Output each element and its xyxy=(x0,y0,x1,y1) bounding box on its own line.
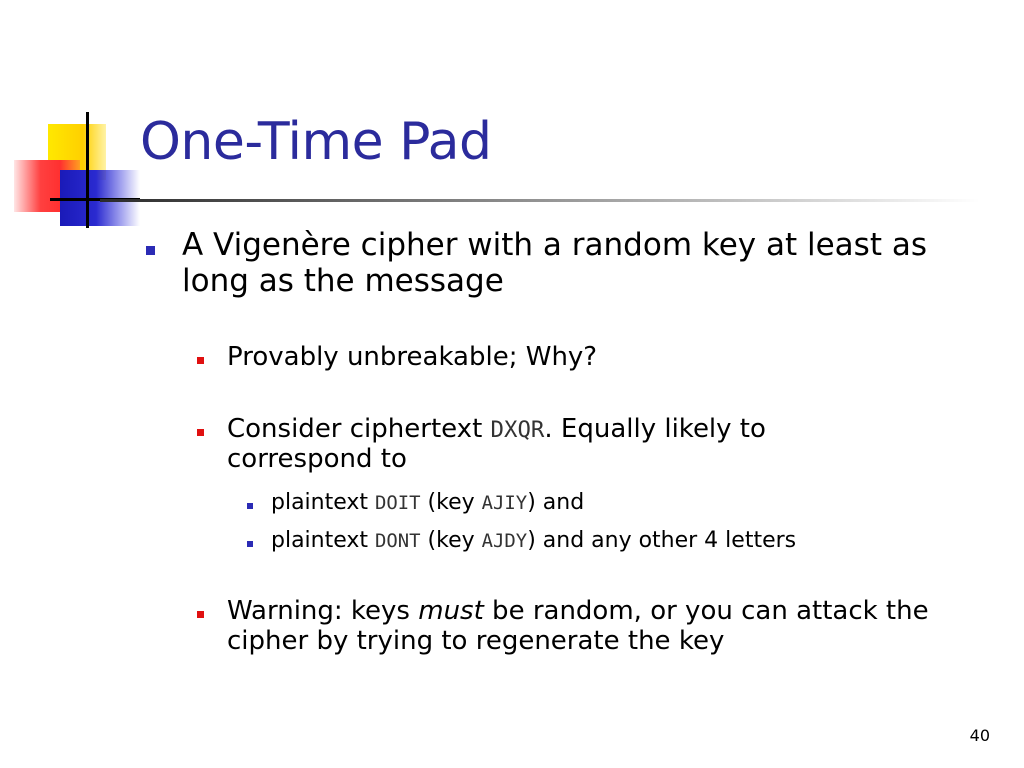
title-underline-rule xyxy=(100,199,980,202)
bullet-level3-dont xyxy=(271,528,991,554)
square-bullet-icon xyxy=(197,429,204,436)
vertical-line-decoration xyxy=(86,112,89,228)
bullet-text: (key xyxy=(420,528,482,553)
square-bullet-icon xyxy=(197,611,204,618)
square-bullet-icon xyxy=(197,357,204,364)
bullet-level1-vigenere xyxy=(182,228,992,300)
slide-title: One-Time Pad xyxy=(140,112,492,172)
page-number: 40 xyxy=(969,726,990,745)
bullet-text: A Vigenère cipher with a random key at least as long as the message xyxy=(182,227,927,299)
bullet-text: ) and any other 4 letters xyxy=(527,528,797,553)
bullet-text: plaintext xyxy=(271,528,376,553)
bullet-text-after: be random, or you can attack the cipher by trying to regenerate the key xyxy=(227,596,929,657)
bullet-text: ) and xyxy=(527,490,585,515)
bullet-text: (key xyxy=(420,490,482,515)
bullet-text-before: Consider ciphertext xyxy=(227,414,491,444)
emphasis-text: must xyxy=(418,596,484,626)
bullet-level2-warning xyxy=(227,596,1002,656)
bullet-text-after: . Equally likely to correspond to xyxy=(227,414,766,475)
bullet-text-before: Warning: keys xyxy=(227,596,419,626)
plaintext-code: DOIT xyxy=(375,492,421,514)
bullet-level2-consider-ciphertext xyxy=(227,414,917,474)
key-code: AJIY xyxy=(481,492,528,514)
ciphertext-code: DXQR xyxy=(490,417,545,443)
bullet-level2-unbreakable xyxy=(227,342,997,372)
plaintext-code: DONT xyxy=(375,530,421,552)
square-bullet-icon xyxy=(247,503,253,509)
square-bullet-icon xyxy=(247,541,253,547)
bullet-text: Provably unbreakable; Why? xyxy=(227,342,598,372)
square-bullet-icon xyxy=(146,246,155,255)
bullet-text: plaintext xyxy=(271,490,376,515)
key-code: AJDY xyxy=(481,530,528,552)
bullet-level3-doit xyxy=(271,490,991,516)
